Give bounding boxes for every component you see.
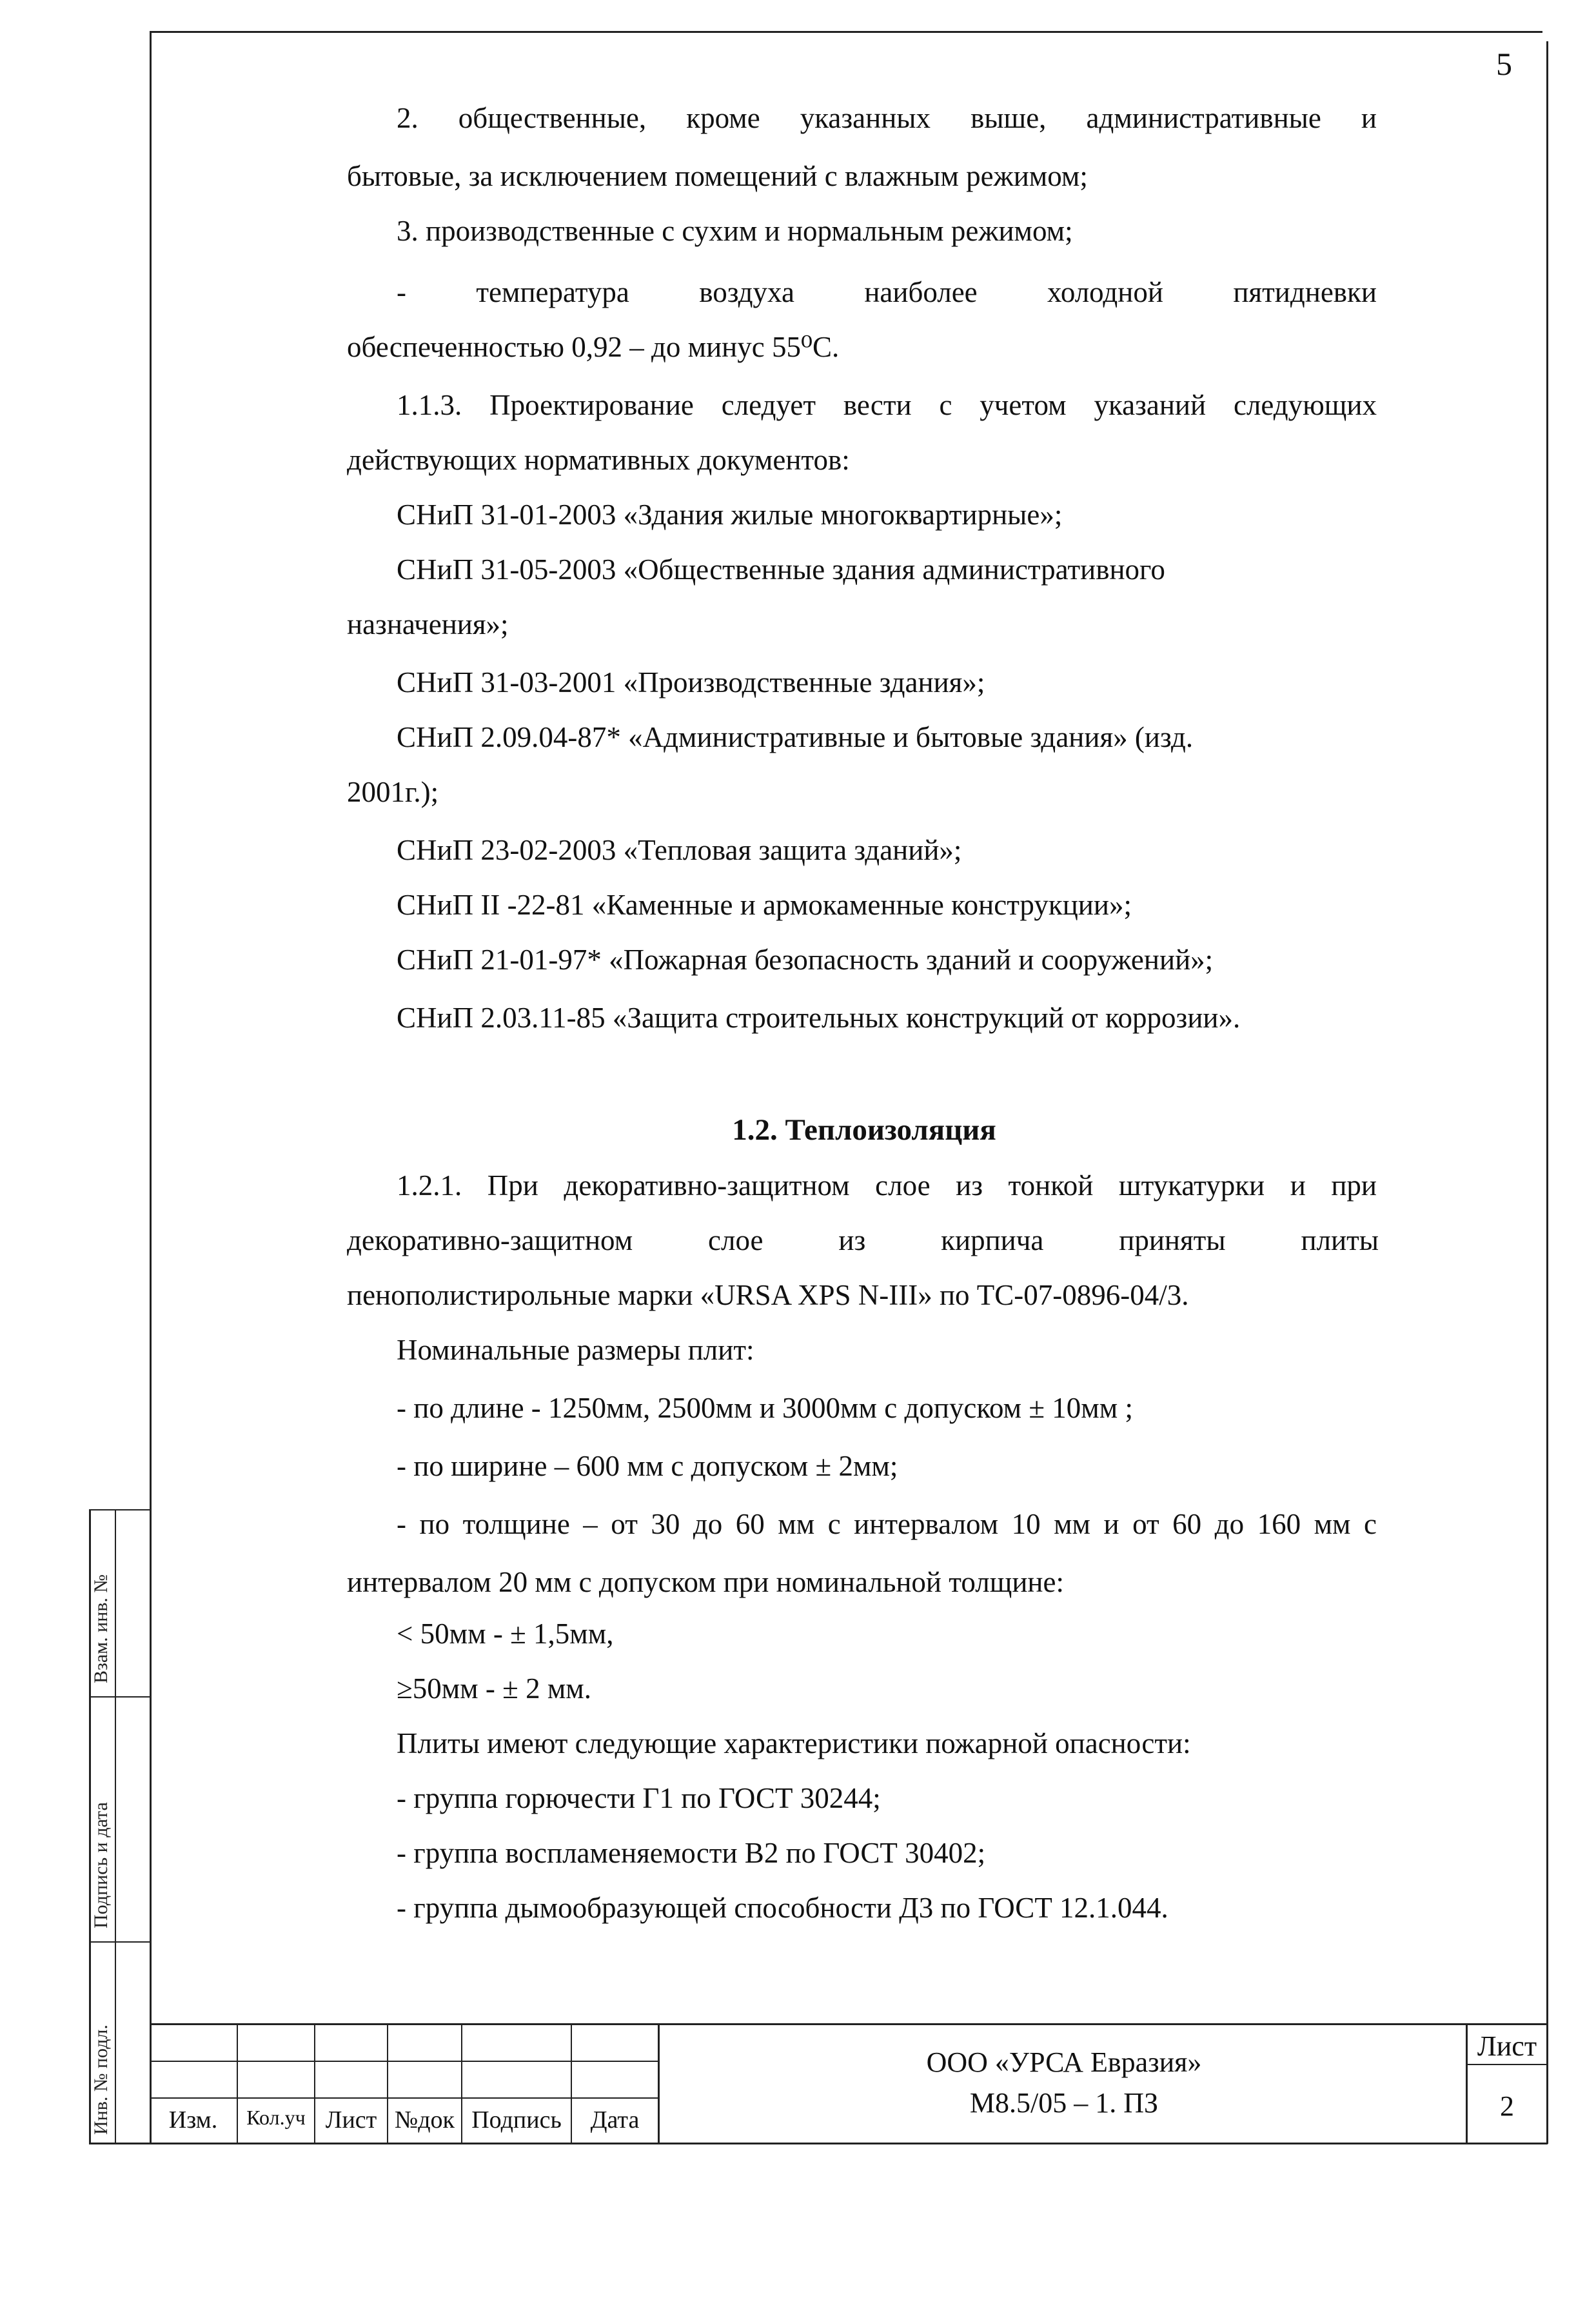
body-line: - группа дымообразующей способности Д3 по ГОСТ 12.1.044. [397, 1892, 1168, 1924]
tb-sheet-sep [1466, 2064, 1548, 2065]
side-label-signature: Подпись и дата [90, 1802, 112, 1928]
tb-row1 [150, 2061, 659, 2062]
body-line: СНиП 23-02-2003 «Тепловая защита зданий»; [397, 834, 962, 866]
side-label-inventory: Инв. № подл. [90, 2025, 112, 2135]
side-strip-top [89, 1509, 151, 1510]
side-strip-sep1 [89, 1696, 151, 1698]
body-line: - группа горючести Г1 по ГОСТ 30244; [397, 1782, 881, 1814]
body-line: обеспеченностью 0,92 – до минус 55⁰С. [347, 331, 840, 363]
body-line: СНиП 2.03.11-85 «Защита строительных конструкций от коррозии». [397, 1002, 1241, 1034]
section-heading: 1.2. Теплоизоляция [732, 1113, 996, 1147]
body-line: < 50мм - ± 1,5мм, [397, 1618, 614, 1650]
tb-col-date: Дата [590, 2106, 640, 2134]
body-line: бытовые, за исключением помещений с влажным режимом; [347, 160, 1088, 192]
body-line: - по толщине – от 30 до 60 мм с интервалом 10 мм и от 60 до 160 мм с [397, 1508, 1377, 1540]
body-line: СНиП 2.09.04-87* «Административные и бытовые здания» (изд. [397, 721, 1194, 753]
body-line: действующих нормативных документов: [347, 444, 850, 476]
tb-col-signature: Подпись [471, 2106, 562, 2134]
side-strip-sep2 [89, 1941, 151, 1943]
body-line: пенополистирольные марки «URSA XPS N-III» по ТС-07-0896-04/3. [347, 1279, 1189, 1311]
side-strip-divider [115, 1509, 116, 2144]
sheet-number: 2 [1500, 2090, 1514, 2122]
body-line: - температура воздуха наиболее холодной пятидневки [397, 276, 1377, 308]
body-line: Номинальные размеры плит: [397, 1334, 754, 1366]
tb-col6 [658, 2023, 660, 2143]
sheet-label: Лист [1477, 2030, 1537, 2062]
document-code: М8.5/05 – 1. ПЗ [969, 2087, 1159, 2119]
body-line: 2001г.); [347, 776, 439, 808]
body-line: СНиП 21-01-97* «Пожарная безопасность зданий и сооружений»; [397, 944, 1214, 976]
body-line: СНиП 31-01-2003 «Здания жилые многоквартирные»; [397, 499, 1063, 531]
page-number: 5 [1496, 46, 1512, 82]
tb-top [150, 2023, 1548, 2025]
body-line: Плиты имеют следующие характеристики пожарной опасности: [397, 1727, 1191, 1759]
tb-row2 [150, 2097, 659, 2099]
body-line: СНиП II -22-81 «Каменные и армокаменные конструкции»; [397, 889, 1132, 921]
tb-col-ndok: №док [394, 2106, 455, 2134]
side-label-replace: Взам. инв. № [90, 1574, 112, 1683]
body-line: - по длине - 1250мм, 2500мм и 3000мм с допуском ± 10мм ; [397, 1392, 1134, 1424]
body-line: декоративно-защитном слое из кирпича приняты плиты [347, 1224, 1379, 1256]
body-line: - группа воспламеняемости В2 по ГОСТ 30402; [397, 1837, 986, 1869]
body-line: 3. производственные с сухим и нормальным режимом; [397, 215, 1073, 247]
body-line: - по ширине – 600 мм с допуском ± 2мм; [397, 1450, 898, 1482]
tb-col-izm: Изм. [168, 2106, 218, 2134]
frame-top [150, 31, 1542, 33]
company-name: ООО «УРСА Евразия» [926, 2046, 1202, 2078]
body-line: СНиП 31-05-2003 «Общественные здания административного [397, 553, 1165, 586]
frame-left [150, 31, 152, 2143]
body-line: ≥50мм - ± 2 мм. [397, 1672, 592, 1705]
body-line: назначения»; [347, 608, 509, 640]
tb-col-list: Лист [325, 2106, 377, 2134]
frame-bottom [89, 2143, 1548, 2144]
body-line: 2. общественные, кроме указанных выше, административные и [397, 102, 1377, 134]
tb-col-koluch: Кол.уч [246, 2106, 306, 2129]
body-line: 1.1.3. Проектирование следует вести с учетом указаний следующих [397, 389, 1377, 421]
body-line: 1.2.1. При декоративно-защитном слое из тонкой штукатурки и при [397, 1169, 1377, 1202]
body-line: интервалом 20 мм с допуском при номинальной толщине: [347, 1566, 1064, 1598]
frame-right [1546, 41, 1548, 2144]
body-line: СНиП 31-03-2001 «Производственные здания»; [397, 666, 985, 698]
